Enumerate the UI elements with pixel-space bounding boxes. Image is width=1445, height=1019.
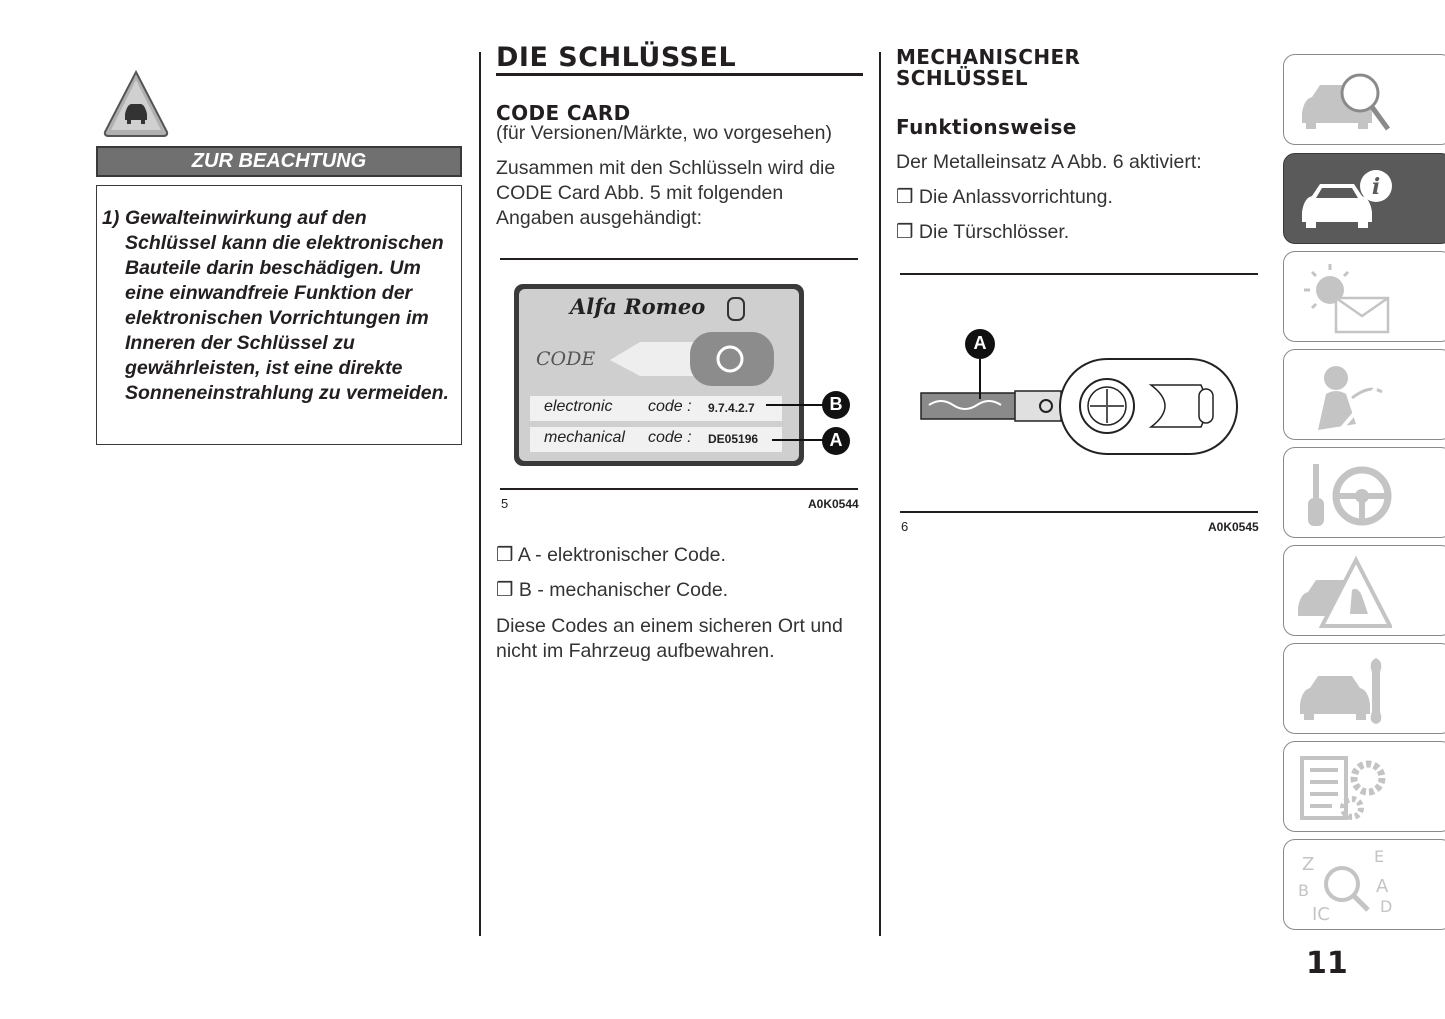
code-card-intro: Zusammen mit den Schlüsseln wird die CODE Card Abb. 5 mit folgenden Angaben ausgehändigt: [496,157,836,229]
bullet-item: ❒ Die Türschlösser. [896,221,1070,243]
card-brand: Alfa Romeo [570,294,706,319]
figure-bottom-rule [500,488,858,490]
electronic-label: electronic [544,398,613,415]
svg-text:D: D [1380,897,1392,916]
electronic-code-label: code : [648,398,692,415]
car-search-icon [1292,63,1392,139]
tab-car-info[interactable] [1283,153,1445,244]
svg-text:Z: Z [1302,854,1315,875]
warning-box [96,185,462,445]
bullet-item: ❒ Die Anlassvorrichtung. [896,186,1113,208]
figure-number: 6 [901,519,909,534]
marker-b: B [829,394,843,414]
tab-index[interactable] [1283,839,1445,930]
specs-gear-icon [1292,750,1392,826]
key-marker-a: A [973,333,987,353]
key-steering-wheel-icon [1292,456,1392,532]
car-info-icon [1292,162,1392,238]
column-divider [479,52,481,936]
light-message-icon [1292,260,1392,336]
code-card-note: (für Versionen/Märkte, wo vorgesehen) [496,122,832,144]
svg-text:i: i [1371,174,1381,200]
tab-maintenance[interactable] [1283,643,1445,734]
card-code-label: CODE [536,348,596,370]
airbag-seat-icon [1292,358,1392,434]
bullet-item: ❒ A - elektronischer Code. [496,544,726,566]
svg-text:A: A [1376,876,1389,897]
mechanical-title-line2: SCHLÜSSEL [896,66,1029,90]
title-underline [496,73,863,76]
electronic-code-value: 9.7.4.2.7 [708,401,755,415]
mechanical-label: mechanical [544,429,625,446]
figure-code: A0K0545 [1208,520,1259,534]
tab-knowing-the-car[interactable] [1283,54,1445,145]
figure-code: A0K0544 [808,497,859,511]
code-card-heading: CODE CARD [496,101,631,125]
mechanical-code-value: DE05196 [708,432,759,446]
tab-starting-driving[interactable] [1283,447,1445,538]
column-divider [879,52,881,936]
mechanical-title-line1: MECHANISCHER [896,45,1081,69]
page-number: 11 [1306,946,1348,981]
tab-technical-data[interactable] [1283,741,1445,832]
car-warning-icon [1292,554,1392,630]
figure-top-rule [500,258,858,260]
figure-bottom-rule [900,511,1258,513]
key-illustration [915,325,1245,460]
svg-text:E: E [1374,848,1385,866]
mechanical-subtitle: Funktionsweise [896,115,1077,139]
section-title: DIE SCHLÜSSEL [496,42,737,73]
code-card-figure [510,280,858,470]
bullet-item: ❒ B - mechanischer Code. [496,579,729,601]
tab-emergency[interactable] [1283,545,1445,636]
tab-lights-messages[interactable] [1283,251,1445,342]
figure-top-rule [900,273,1258,275]
warning-text: Gewalteinwirkung auf den Schlüssel kann die elektronischen Bauteile darin beschädigen. Um eine einwandfreie Funktion der elektronischen Vorrichtungen im Inneren der Schlüssel zu gewährleisten, ist eine direkte Sonneneinstrahlung zu vermeiden. [125,207,449,404]
warning-number: 1) [102,207,120,229]
marker-a: A [829,430,843,450]
mechanical-intro: Der Metalleinsatz A Abb. 6 aktiviert: [896,151,1202,173]
warning-heading: ZUR BEACHTUNG [96,146,462,177]
figure-number: 5 [501,496,509,511]
tab-safety[interactable] [1283,349,1445,440]
svg-text:B: B [1298,881,1309,900]
alphabet-index-icon [1292,848,1392,924]
svg-text:IC: IC [1312,904,1330,924]
car-wrench-icon [1292,652,1392,728]
key-figure [915,325,1245,460]
closing-text: Diese Codes an einem sicheren Ort und nicht im Fahrzeug aufbewahren. [496,615,843,662]
mechanical-code-label: code : [648,429,692,446]
warning-triangle-icon [101,68,171,145]
